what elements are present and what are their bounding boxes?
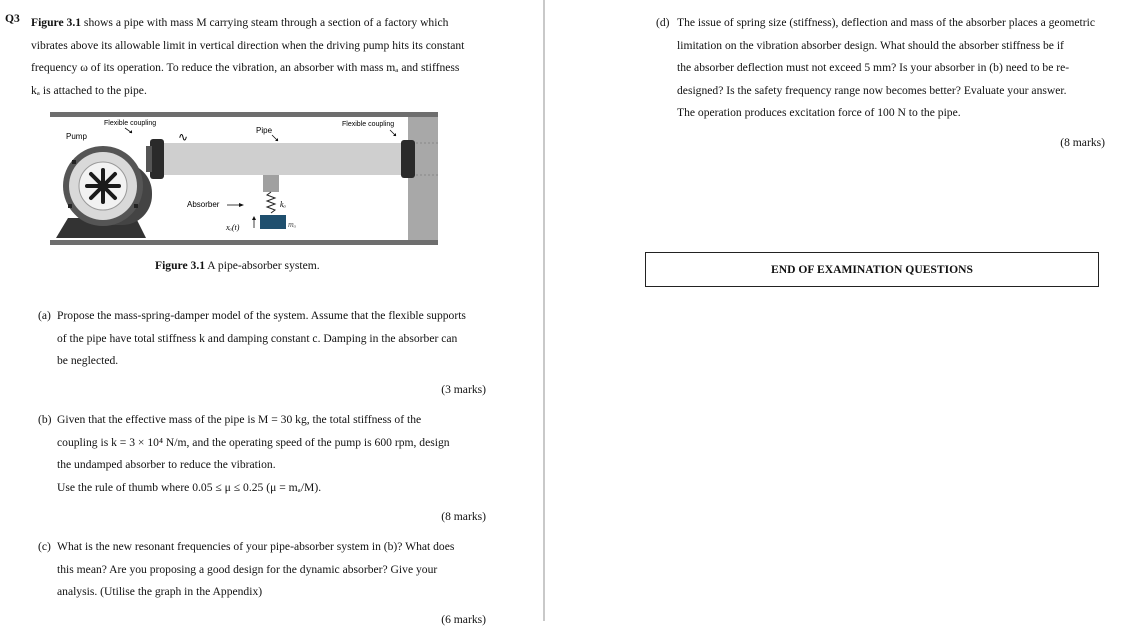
figure-ref: Figure 3.1 — [31, 16, 82, 29]
part-d-marks: (8 marks) — [1060, 136, 1105, 149]
absorber-spring — [267, 192, 275, 213]
xa-label: xₐ(t) — [226, 223, 240, 232]
intro-line: vibrates above its allowable limit in vertical direction when the driving pump hits its constant — [31, 38, 465, 52]
pump-label: Pump — [66, 132, 87, 141]
part-a-marks: (3 marks) — [441, 383, 486, 396]
part-c-label: (c) — [38, 540, 51, 553]
intro-line: Figure 3.1 shows a pipe with mass M carrying steam through a section of a factory which — [31, 16, 449, 29]
top-beam — [50, 112, 438, 117]
right-wall — [408, 117, 438, 240]
part-d-label: (d) — [656, 16, 670, 29]
pipe-absorber-figure — [46, 108, 441, 250]
part-c-text: What is the new resonant frequencies of your pipe-absorber system in (b)? What does this mean? Are you proposing a good design for the dynamic absorber? Give your analysis. (Utilise the graph in the Appendix) — [57, 540, 455, 599]
figure-caption: Figure 3.1 A pipe-absorber system. — [155, 259, 320, 272]
ka-label: kₐ — [280, 200, 286, 209]
intro-line: frequency ω of its operation. To reduce the vibration, an absorber with mass mₐ and stiffness — [31, 61, 460, 75]
part-a-text: Propose the mass-spring-damper model of the system. Assume that the flexible supports of the pipe have total stiffness k and damping constant c. Damping in the absorber can be neglected. — [57, 309, 466, 368]
column-divider — [543, 0, 545, 621]
vibration-wave-icon: ∿ — [178, 130, 189, 144]
left-coupling — [150, 139, 164, 179]
question-label: Q3 — [5, 12, 20, 25]
part-d-text: The issue of spring size (stiffness), deflection and mass of the absorber places a geometric limitation on the vibration absorber design. What should the absorber stiffness be if the absorber deflection must not exceed 5 mm? Is your absorber in (b) need to be re- designed? Is the safety frequency range now becomes better? Evaluate your answer. The operation produces excitation force of 100 N to the pipe. — [677, 16, 1095, 120]
pipe-label: Pipe — [256, 126, 273, 135]
intro-line: kₐ is attached to the pipe. — [31, 83, 147, 97]
bottom-beam — [50, 240, 438, 245]
pipe — [164, 143, 408, 175]
flex-right-label: Flexible coupling — [342, 121, 395, 128]
part-c-marks: (6 marks) — [441, 613, 486, 626]
ma-label: mₐ — [288, 220, 297, 229]
pump-body — [56, 146, 152, 238]
part-b-label: (b) — [38, 413, 52, 426]
part-b-marks: (8 marks) — [441, 510, 486, 523]
part-a-label: (a) — [38, 309, 51, 322]
end-of-exam-text: END OF EXAMINATION QUESTIONS — [771, 263, 973, 276]
question-intro — [31, 12, 487, 102]
flex-left-label: Flexible coupling — [104, 120, 157, 127]
left-column — [0, 0, 540, 626]
end-of-exam-box — [645, 252, 1099, 287]
absorber-label: Absorber — [187, 200, 220, 209]
absorber-mass — [260, 215, 286, 229]
right-coupling — [401, 140, 415, 178]
part-b-text: Given that the effective mass of the pipe is M = 30 kg, the total stiffness of the coupling is k = 3 × 10⁴ N/m, and the operating speed of the pump is 600 rpm, design the undamped absorber to reduce the vibration. Use the rule of thumb where 0.05 ≤ μ ≤ 0.25 (μ = mₐ/M). — [57, 413, 450, 494]
